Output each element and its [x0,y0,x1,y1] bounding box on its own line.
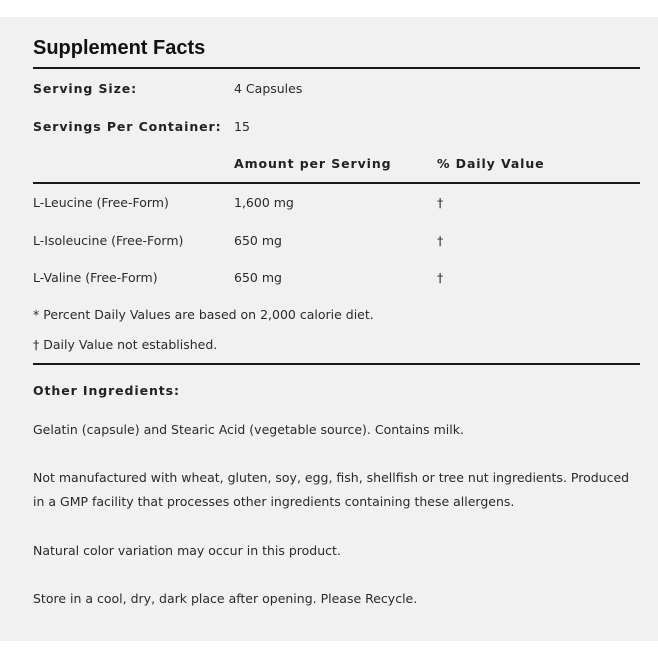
footnote-percent-daily: * Percent Daily Values are based on 2,000 calorie diet. [33,307,374,322]
servings-per-container-label: Servings Per Container: [33,119,222,134]
title-divider [33,67,640,69]
nutrient-name: L-Leucine (Free-Form) [33,195,169,210]
servings-per-container-value: 15 [234,119,250,134]
serving-size-label: Serving Size: [33,81,138,96]
nutrient-amount: 1,600 mg [234,195,294,210]
amount-per-serving-header: Amount per Serving [234,156,392,171]
panel-title: Supplement Facts [33,37,206,59]
daily-value-header: % Daily Value [437,156,545,171]
storage-paragraph: Store in a cool, dry, dark place after opening. Please Recycle. [33,591,418,606]
nutrient-amount: 650 mg [234,233,282,248]
serving-size-value: 4 Capsules [234,81,303,96]
nutrient-daily-value: † [437,233,444,248]
footnote-divider [33,363,640,365]
nutrient-name: L-Isoleucine (Free-Form) [33,233,184,248]
nutrient-name: L-Valine (Free-Form) [33,270,158,285]
footnote-dagger: † Daily Value not established. [33,337,218,352]
nutrient-amount: 650 mg [234,270,282,285]
color-variation-paragraph: Natural color variation may occur in this product. [33,543,341,558]
nutrient-daily-value: † [437,195,444,210]
ingredients-paragraph: Gelatin (capsule) and Stearic Acid (vegetable source). Contains milk. [33,422,464,437]
nutrient-daily-value: † [437,270,444,285]
allergen-paragraph: Not manufactured with wheat, gluten, soy, egg, fish, shellfish or tree nut ingredients. Produced in a GMP facility that processes other ingredients containing these allergens. [33,470,630,509]
header-divider [33,182,640,184]
other-ingredients-label: Other Ingredients: [33,383,180,398]
